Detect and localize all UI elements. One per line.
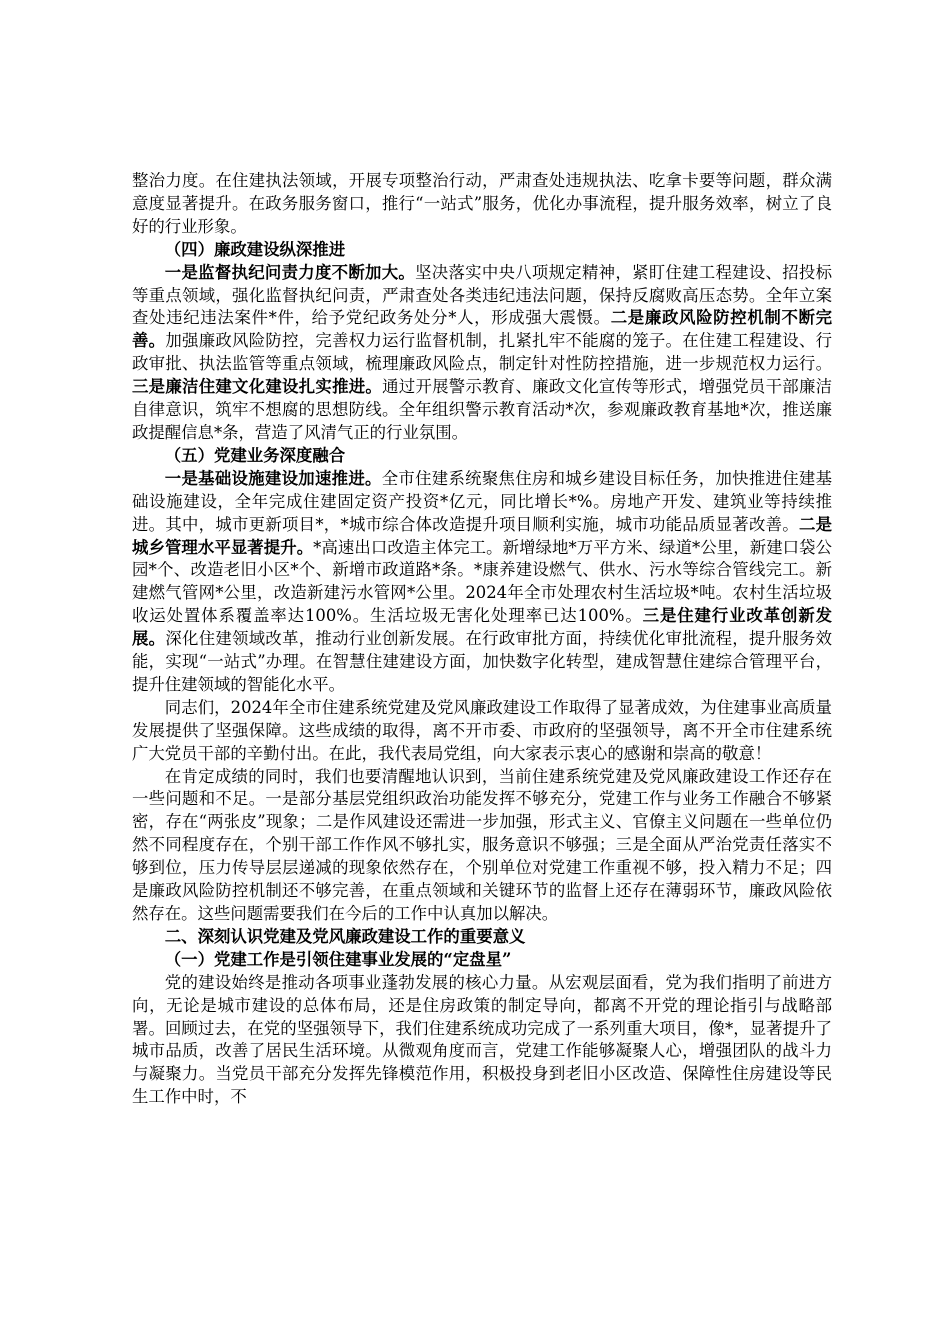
bold-lead: 三是廉洁住建文化建设扎实推进。 xyxy=(132,377,383,397)
text-run: 同志们，2024年全市住建系统党建及党风廉政建设工作取得了显著成效，为住建事业高质量发展提供了坚强保障。这些成绩的取得，离不开市委、市政府的坚强领导，离不开全市住建系统广大党员干部的辛勤付出。在此，我代表局党组，向大家表示衷心的感谢和崇高的敬意！ xyxy=(132,697,832,763)
text-run: 加强廉政风险防控，完善权力运行监督机制，扎紧扎牢不能腐的笼子。在住建工程建设、行政审批、执法监管等重点领域，梳理廉政风险点，制定针对性防控措施，进一步规范权力运行。 xyxy=(132,331,833,374)
text-run: 全市住建系统聚焦住房和城乡建设目标任务，加快推进住建基础设施建设，全年完成住建固定资产投资*亿元，同比增长*%。房地产开发、建筑业等持续推进。其中，城市更新项目*，*城市综合体改造提升项目顺利实施，城市功能品质显著改善。 xyxy=(132,468,832,534)
text-run: 深化住建领域改革，推动行业创新发展。在行政审批方面，持续优化审批流程，提升服务效能，实现“一站式”办理。在智慧住建建设方面，加快数字化转型，建成智慧住建综合管理平台，提升住建领域的智能化水平。 xyxy=(132,629,833,694)
chapter-heading-2: 二、深刻认识党建及党风廉政建设工作的重要意义 xyxy=(164,926,526,946)
text-run: 在肯定成绩的同时，我们也要清醒地认识到，当前住建系统党建及党风廉政建设工作还存在一些问题和不足。一是部分基层党组织政治功能发挥不够充分，党建工作与业务工作融合不够紧密，存在“两张皮”现象；二是作风建设还需进一步加强，形式主义、官僚主义问题在一些单位仍然不同程度存在，个别干部工作作风不够扎实，服务意识不够强；三是全面从严治党责任落实不够到位，压力传导层层递减的现象依然存在，个别单位对党建工作重视不够，投入精力不足；四是廉政风险防控机制还不够完善，在重点领域和关键环节的监督上还存在薄弱环节，廉政风险依然存在。这些问题需要我们在今后的工作中认真加以解决。 xyxy=(132,766,832,923)
paragraph-integrity-building xyxy=(132,262,832,445)
text-run: 党的建设始终是推动各项事业蓬勃发展的核心力量。从宏观层面看，党为我们指明了前进方向，无论是城市建设的总体布局，还是住房政策的制定导向，都离不开党的理论指引与战略部署。回顾过去，在党的坚强领导下，我们住建系统成功完成了一系列重大项目，像*，显著提升了城市品质，改善了居民生活环境。从微观角度而言，党建工作能够凝聚人心，增强团队的战斗力与凝聚力。当党员干部充分发挥先锋模范作用，积极投身到老旧小区改造、保障性住房建设等民生工作中时，不 xyxy=(132,972,832,1107)
paragraph-problems xyxy=(132,766,832,926)
paragraph-thanks xyxy=(132,697,832,766)
text-run: 整治力度。在住建执法领域，开展专项整治行动，严肃查处违规执法、吃拿卡要等问题，群众满意度显著提升。在政务服务窗口，推行“一站式”服务，优化办事流程，提升服务效率，树立了良好的行业形象。 xyxy=(132,171,832,236)
section-heading-4: （四）廉政建设纵深推进 xyxy=(164,239,346,259)
bold-lead: 二是廉政风险防控机制不断完善。 xyxy=(132,308,833,351)
section-heading-2-1: （一）党建工作是引领住建事业发展的“定盘星” xyxy=(164,949,512,969)
text-run: 通过开展警示教育、廉政文化宣传等形式，增强党员干部廉洁自律意识，筑牢不想腐的思想防线。全年组织警示教育活动*次，参观廉政教育基地*次，推送廉政提醒信息*条，营造了风清气正的行业氛围。 xyxy=(132,377,833,442)
section-heading-5: （五）党建业务深度融合 xyxy=(164,445,346,465)
paragraph-continuation xyxy=(132,170,832,239)
text-run: 坚决落实中央八项规定精神，紧盯住建工程建设、招投标等重点领域，强化监督执纪问责，严肃查处各类违纪违法问题，保持反腐败高压态势。全年立案查处违纪违法案件*件，给予党纪政务处分*人，形成强大震慑。 xyxy=(132,262,832,328)
paragraph-business-integration xyxy=(132,468,832,697)
bold-lead: 三是住建行业改革创新发展。 xyxy=(132,606,833,649)
text-run: *高速出口改造主体完工。新增绿地*万平方米、绿道*公里，新建口袋公园*个、改造老旧小区*个、新增市政道路*条。*康养建设燃气、供水、污水等综合管线完工。新建燃气管网*公里，改造新建污水管网*公里。2024年全市处理农村生活垃圾*吨。农村生活垃圾收运处置体系覆盖率达100%。生活垃圾无害化处理率已达100%。 xyxy=(132,537,832,626)
paragraph-party-building xyxy=(132,972,832,1109)
bold-lead: 二是城乡管理水平显著提升。 xyxy=(132,514,833,557)
document-body xyxy=(132,170,832,1109)
bold-lead: 一是监督执纪问责力度不断加大。 xyxy=(164,262,416,282)
bold-lead: 一是基础设施建设加速推进。 xyxy=(164,468,382,488)
